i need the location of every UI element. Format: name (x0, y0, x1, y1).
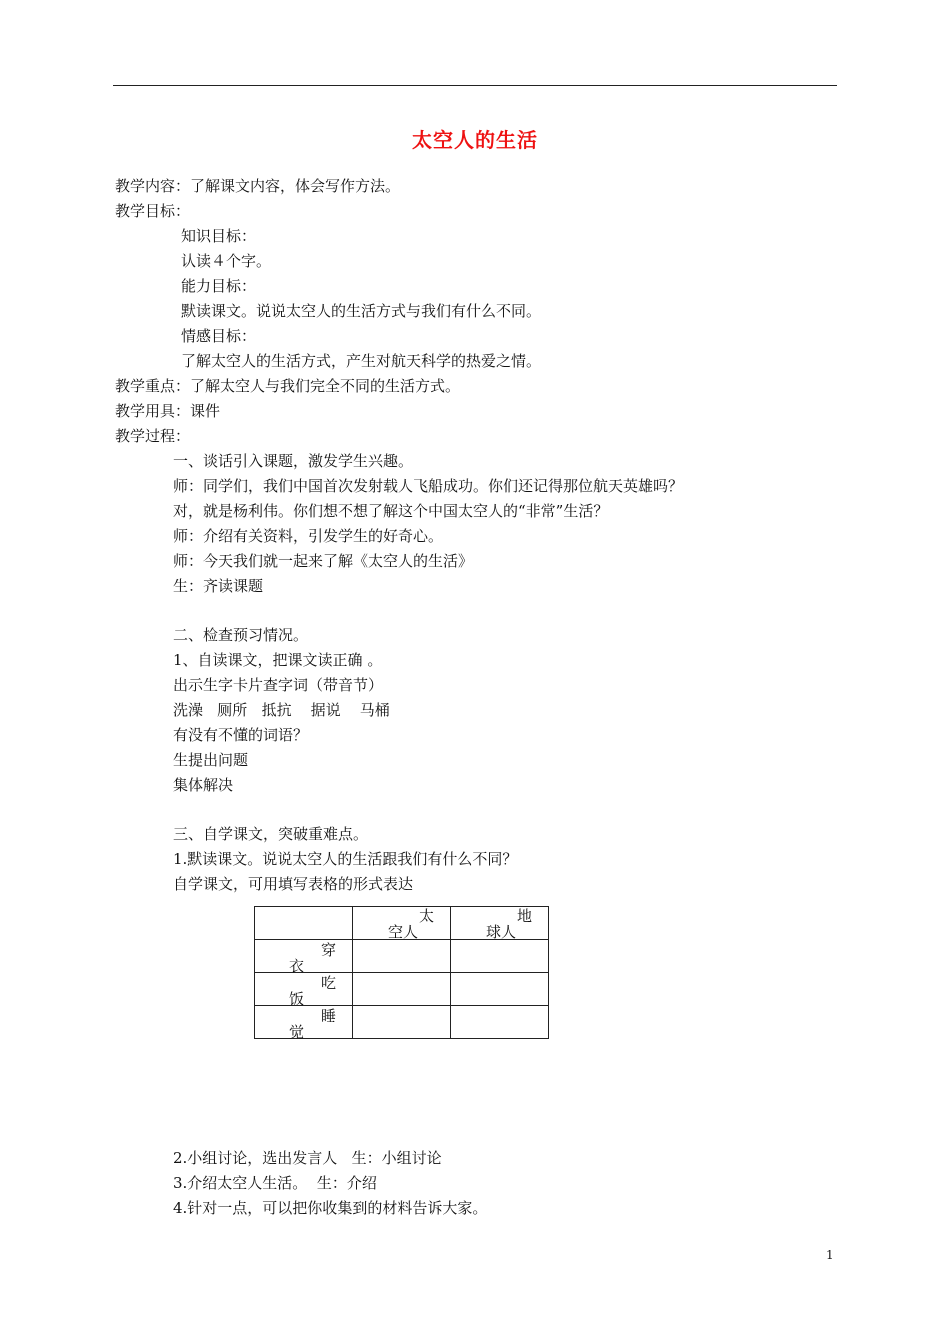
section3-title: 三、自学课文，突破重难点。 (173, 825, 369, 843)
section2-line: 1、自读课文，把课文读正确 。 (173, 651, 383, 669)
section2-word-list: 洗澡 厕所 抵抗 据说 马桶 (173, 701, 390, 719)
line-key-point: 教学重点：了解太空人与我们完全不同的生活方式。 (115, 377, 461, 395)
table-cell (451, 940, 549, 973)
table-cell (353, 1006, 451, 1039)
table-cell (451, 973, 549, 1006)
section1-line: 师：同学们，我们中国首次发射载人飞船成功。你们还记得那位航天英雄吗？ (173, 477, 684, 495)
line-goals: 教学目标： (115, 202, 191, 220)
comparison-table (254, 906, 549, 1039)
table-cell (353, 940, 451, 973)
line-knowledge-goal: 知识目标： (181, 227, 257, 245)
section1-line: 师：介绍有关资料，引发学生的好奇心。 (173, 527, 444, 545)
line-process: 教学过程： (115, 427, 191, 445)
section1-line: 对，就是杨利伟。你们想不想了解这个中国太空人的“非常”生活？ (173, 502, 609, 520)
line-content: 教学内容：了解课文内容，体会写作方法。 (115, 177, 401, 195)
section3-line: 1.默读课文。说说太空人的生活跟我们有什么不同？ (173, 850, 518, 868)
section2-line: 集体解决 (173, 776, 234, 794)
section2-line: 有没有不懂的词语？ (173, 726, 309, 744)
line-knowledge-text: 认读４个字。 (181, 252, 272, 270)
section3-line: 自学课文，可用填写表格的形式表达 (173, 875, 414, 893)
section1-title: 一、谈话引入课题，激发学生兴趣。 (173, 452, 414, 470)
section2-line: 生提出问题 (173, 751, 249, 769)
section2-line: 出示生字卡片查字词（带音节） (173, 676, 384, 694)
header-rule (113, 85, 837, 86)
table-corner-cell (255, 907, 353, 940)
section3-line: 3.介绍太空人生活。 生：介绍 (173, 1174, 377, 1192)
row-label-dressing: 穿 衣 (255, 940, 353, 973)
document-title: 太空人的生活 (412, 128, 538, 152)
table-row (255, 1006, 549, 1039)
row-label-sleeping: 睡 觉 (255, 1006, 353, 1039)
table-row (255, 940, 549, 973)
section2-title: 二、检查预习情况。 (173, 626, 309, 644)
table-cell (451, 1006, 549, 1039)
line-tools: 教学用具：课件 (115, 402, 221, 420)
line-ability-text: 默读课文。说说太空人的生活方式与我们有什么不同。 (181, 302, 542, 320)
section1-line: 师：今天我们就一起来了解《太空人的生活》 (173, 552, 474, 570)
line-emotion-goal: 情感目标： (181, 327, 257, 345)
table-header-row (255, 907, 549, 940)
line-emotion-text: 了解太空人的生活方式，产生对航天科学的热爱之情。 (181, 352, 542, 370)
section3-line: 4.针对一点，可以把你收集到的材料告诉大家。 (173, 1199, 488, 1217)
page-number: 1 (826, 1248, 834, 1262)
table-row (255, 973, 549, 1006)
section1-line: 生：齐读课题 (173, 577, 264, 595)
section3-line: 2.小组讨论，选出发言人 生：小组讨论 (173, 1149, 442, 1167)
line-ability-goal: 能力目标： (181, 277, 257, 295)
table-header-astronaut: 太 空人 (353, 907, 451, 940)
table-cell (353, 973, 451, 1006)
table-header-earth: 地 球人 (451, 907, 549, 940)
row-label-eating: 吃 饭 (255, 973, 353, 1006)
